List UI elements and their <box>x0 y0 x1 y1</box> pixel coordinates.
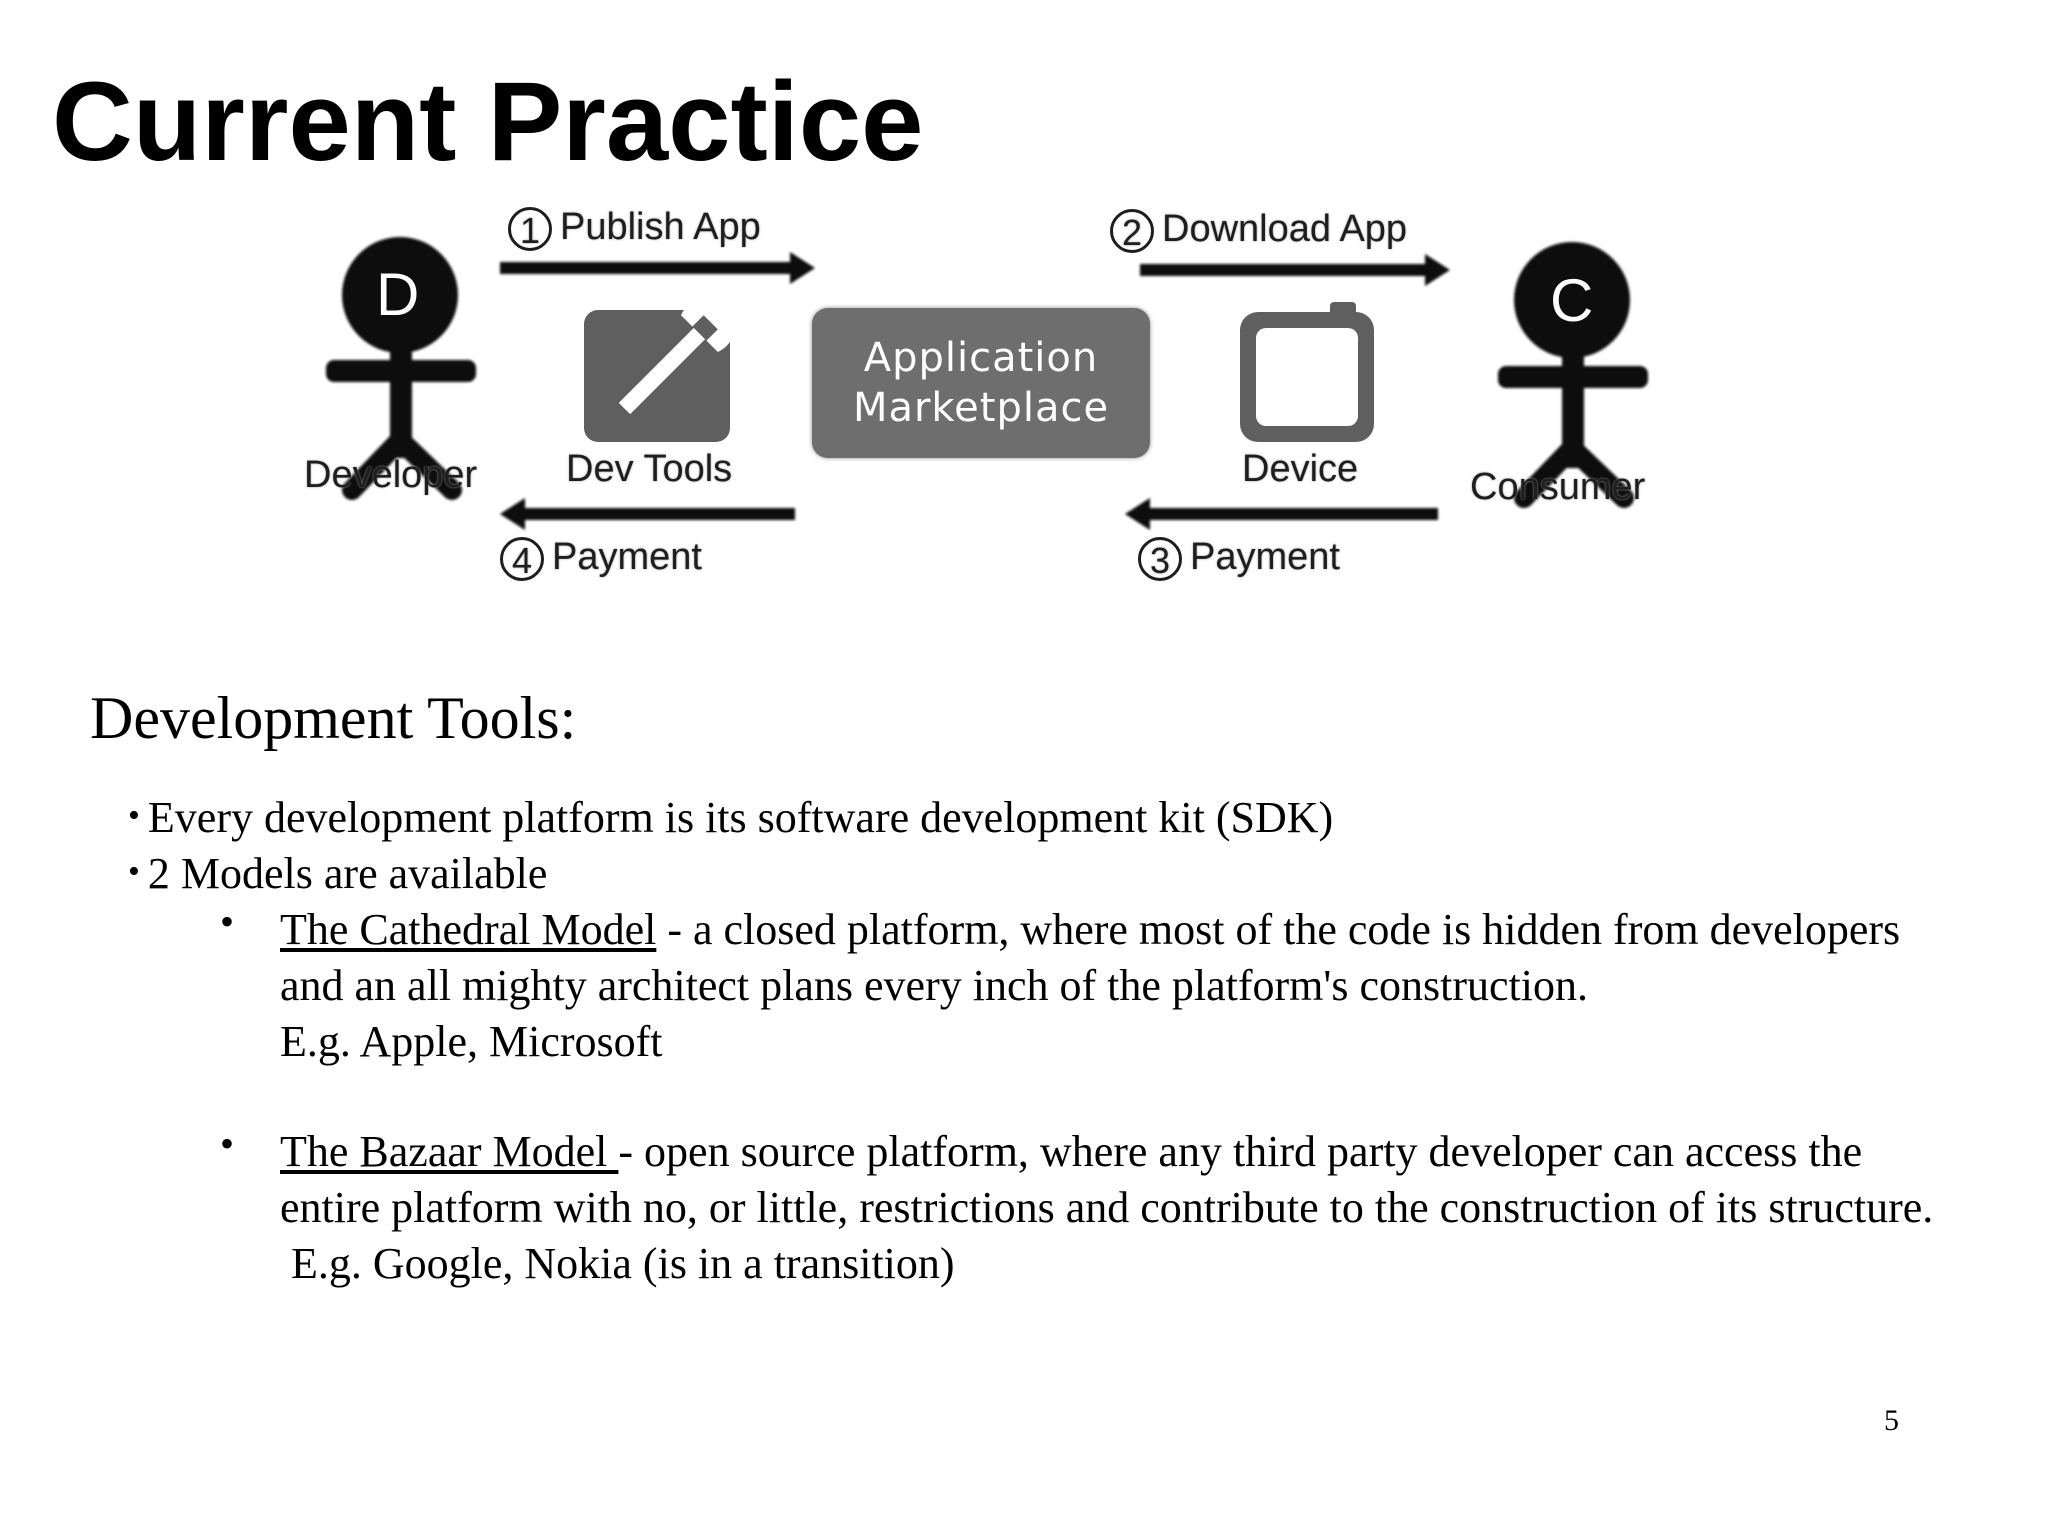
bullet-glyph: • <box>128 853 140 890</box>
sub-bullet-glyph: • <box>220 1121 235 1166</box>
step-number: 4 <box>500 537 544 581</box>
cathedral-model-desc-2: and an all mighty architect plans every inch of the platform's construction. <box>280 961 1588 1010</box>
bazaar-model-name: The Bazaar Model <box>280 1127 619 1176</box>
consumer-label: Consumer <box>1470 466 1646 508</box>
device-label: Device <box>1242 448 1359 490</box>
sub-bullet-glyph: • <box>220 899 235 944</box>
developer-letter: D <box>376 261 420 328</box>
bullet-text: 2 Models are available <box>147 849 548 898</box>
page-number: 5 <box>1884 1404 1899 1437</box>
app-market-diagram <box>0 190 2048 610</box>
bazaar-model-example: E.g. Google, Nokia (is in a transition) <box>280 1239 955 1288</box>
cathedral-model-name: The Cathedral Model <box>280 905 657 954</box>
bazaar-model-desc-2: entire platform with no, or little, restrictions and contribute to the construction of its structure. <box>280 1183 1934 1232</box>
step-number: 1 <box>508 207 552 251</box>
developer-label: Developer <box>304 454 478 496</box>
arrow-payment-3 <box>1125 498 1438 530</box>
step-publish-app <box>508 206 761 251</box>
consumer-letter: C <box>1550 267 1594 334</box>
step-payment-3 <box>1138 536 1340 581</box>
bazaar-model-desc: - open source platform, where any third party developer can access the <box>618 1127 1863 1176</box>
step-payment-4 <box>500 536 702 581</box>
application-marketplace-box <box>812 308 1150 458</box>
step-number: 2 <box>1110 209 1154 253</box>
device-icon <box>1240 302 1374 442</box>
step-label: Payment <box>1190 536 1340 578</box>
cathedral-model-desc: - a closed platform, where most of the code is hidden from developers <box>656 905 1901 954</box>
step-label: Publish App <box>560 206 761 248</box>
arrow-payment-4 <box>500 498 795 530</box>
cathedral-model-example: E.g. Apple, Microsoft <box>280 1017 663 1066</box>
marketplace-line2: Marketplace <box>852 385 1110 431</box>
bullet-glyph: • <box>128 797 140 834</box>
arrow-publish <box>500 252 815 284</box>
bullet-text: Every development platform is its software development kit (SDK) <box>147 793 1334 842</box>
bazaar-model-item <box>280 1124 1933 1292</box>
step-label: Download App <box>1162 208 1408 250</box>
slide-title: Current Practice <box>52 59 924 184</box>
bullet-item <box>128 846 547 901</box>
cathedral-model-item <box>280 902 1900 1070</box>
section-heading: Development Tools: <box>90 685 577 751</box>
step-number: 3 <box>1138 537 1182 581</box>
dev-tools-label: Dev Tools <box>566 448 733 490</box>
wrench-icon <box>584 287 746 442</box>
bullet-item <box>128 790 1333 845</box>
marketplace-line1: Application <box>863 335 1099 381</box>
arrow-download <box>1140 254 1450 286</box>
step-download-app <box>1110 208 1407 253</box>
step-label: Payment <box>552 536 702 578</box>
